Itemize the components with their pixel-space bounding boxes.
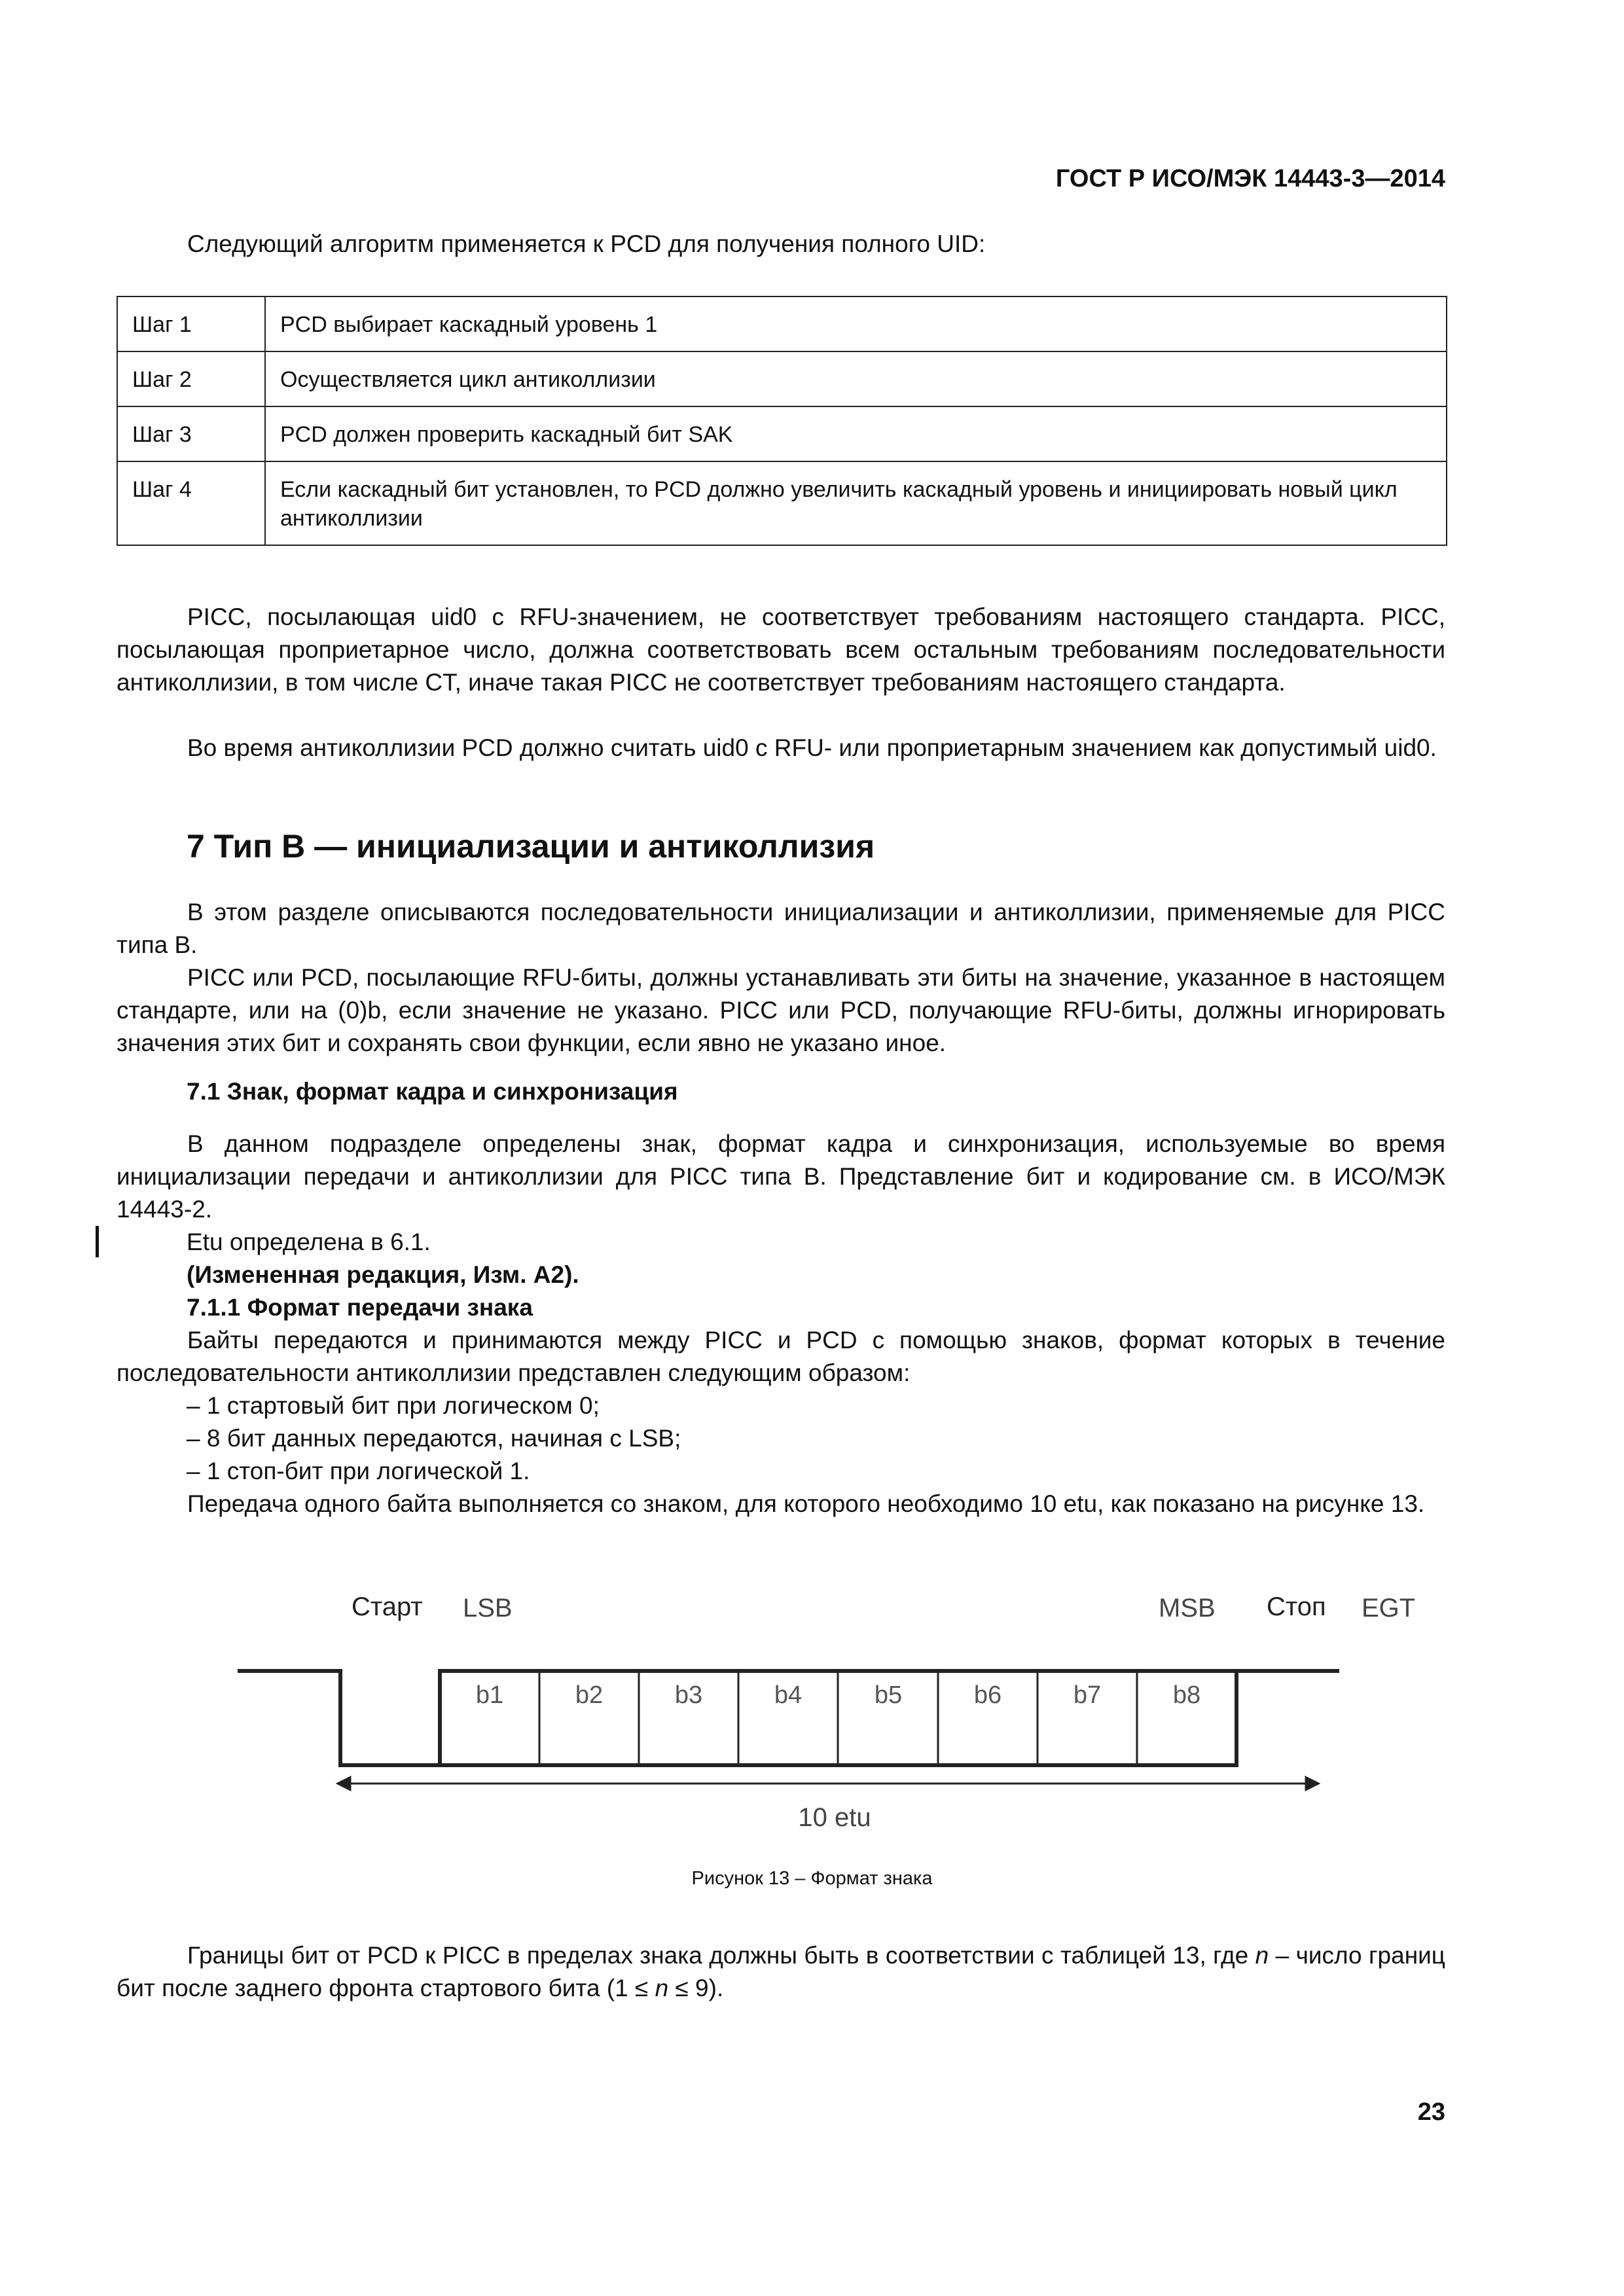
text-fragment: – число границ бит после заднего фронта стартового бита (1 ≤ <box>117 1942 1445 2001</box>
egt-label: EGT <box>1362 1594 1416 1623</box>
paragraph-anticollision-uid0: Во время антиколлизии PCD должно считать uid0 с RFU- или проприетарным значением как допустимый uid0. <box>187 734 1437 761</box>
step-label: Шаг 1 <box>117 296 265 351</box>
section-7-heading: 7 Тип В — инициализации и антиколлизия <box>187 828 875 865</box>
list-item: – 1 стоп-бит при логической 1. <box>187 1458 530 1484</box>
step-text: Если каскадный бит установлен, то PCD должно увеличить каскадный уровень и инициировать новый цикл антиколлизии <box>265 461 1447 545</box>
page-number: 23 <box>1417 2098 1445 2126</box>
bit-label: b2 <box>575 1681 604 1709</box>
step-text: PCD должен проверить каскадный бит SAK <box>265 406 1447 461</box>
section-7-1-1-heading: 7.1.1 Формат передачи знака <box>187 1294 533 1321</box>
start-label: Старт <box>352 1592 423 1621</box>
step-label: Шаг 4 <box>117 461 265 545</box>
paragraph-frame-format: В данном подразделе определены знак, формат кадра и синхронизация, используемые во время инициализации передачи и антиколлизии для PICC типа В. Представление бит и кодирование см. в ИСО/МЭК 14443-2. <box>117 1130 1445 1223</box>
bit-label: b7 <box>1073 1681 1102 1709</box>
duration-label: 10 etu <box>798 1803 871 1832</box>
bit-label: b8 <box>1172 1681 1201 1709</box>
variable-n: n <box>1255 1942 1269 1969</box>
table-row <box>117 461 1447 545</box>
intro-paragraph: Следующий алгоритм применяется к PCD для получения полного UID: <box>187 230 986 257</box>
list-item: – 8 бит данных передаются, начиная с LSB; <box>187 1425 681 1452</box>
table-row <box>117 406 1447 461</box>
bit-label: b6 <box>973 1681 1002 1709</box>
step-text: PCD выбирает каскадный уровень 1 <box>265 296 1447 351</box>
step-label: Шаг 3 <box>117 406 265 461</box>
bit-label: b4 <box>774 1681 803 1709</box>
paragraph-character-format: Байты передаются и принимаются между PICC и PCD с помощью знаков, формат которых в течение последовательности антиколлизии представлен следующим образом: <box>117 1327 1445 1386</box>
variable-n: n <box>655 1975 669 2001</box>
algorithm-steps-table <box>117 296 1447 546</box>
document-header: ГОСТ Р ИСО/МЭК 14443-3—2014 <box>1055 165 1445 192</box>
paragraph-picc-uid0: PICC, посылающая uid0 с RFU-значением, не соответствует требованиям настоящего стандарта. PICC, посылающая проприетарное число, должна соответствовать всем остальным требованиям последовательности антиколлизии, в том числе CT, иначе такая PICC не соответствует требованиям настоящего стандарта. <box>117 603 1445 696</box>
stop-label: Стоп <box>1267 1592 1326 1621</box>
bit-label: b1 <box>475 1681 504 1709</box>
section-7-1-heading: 7.1 Знак, формат кадра и синхронизация <box>187 1078 678 1105</box>
change-bar-marker <box>96 1226 99 1257</box>
figure-caption: Рисунок 13 – Формат знака <box>691 1868 933 1889</box>
msb-label: MSB <box>1159 1594 1216 1623</box>
amendment-note: (Измененная редакция, Изм. А2). <box>187 1261 579 1288</box>
lsb-label: LSB <box>463 1594 513 1623</box>
table-row <box>117 351 1447 406</box>
paragraph-rfu-bits: PICC или PCD, посылающие RFU-биты, должны устанавливать эти биты на значение, указанное в настоящем стандарте, или на (0)b, если значение не указано. PICC или PCD, получающие RFU-биты, должны игнорировать значения этих бит и сохранять свои функции, если явно не указано иное. <box>117 964 1445 1056</box>
start-bit-waveform <box>238 1671 440 1765</box>
etu-definition: Etu определена в 6.1. <box>187 1229 431 1255</box>
paragraph-byte-transmission: Передача одного байта выполняется со знаком, для которого необходимо 10 etu, как показано на рисунке 13. <box>187 1490 1425 1517</box>
figure-13-character-format <box>0 1558 1624 1846</box>
list-item: – 1 стартовый бит при логическом 0; <box>187 1392 600 1419</box>
text-fragment: ≤ 9). <box>668 1975 724 2001</box>
paragraph-section-intro: В этом разделе описываются последовательности инициализации и антиколлизии, применяемые для PICC типа В. <box>117 899 1445 958</box>
text-fragment: Границы бит от PCD к PICC в пределах знака должны быть в соответствии с таблицей 13, где <box>187 1942 1255 1969</box>
step-text: Осуществляется цикл антиколлизии <box>265 351 1447 406</box>
paragraph-bit-boundaries <box>117 1939 1445 2005</box>
bit-label: b5 <box>874 1681 903 1709</box>
bit-label: b3 <box>674 1681 703 1709</box>
table-row <box>117 296 1447 351</box>
step-label: Шаг 2 <box>117 351 265 406</box>
